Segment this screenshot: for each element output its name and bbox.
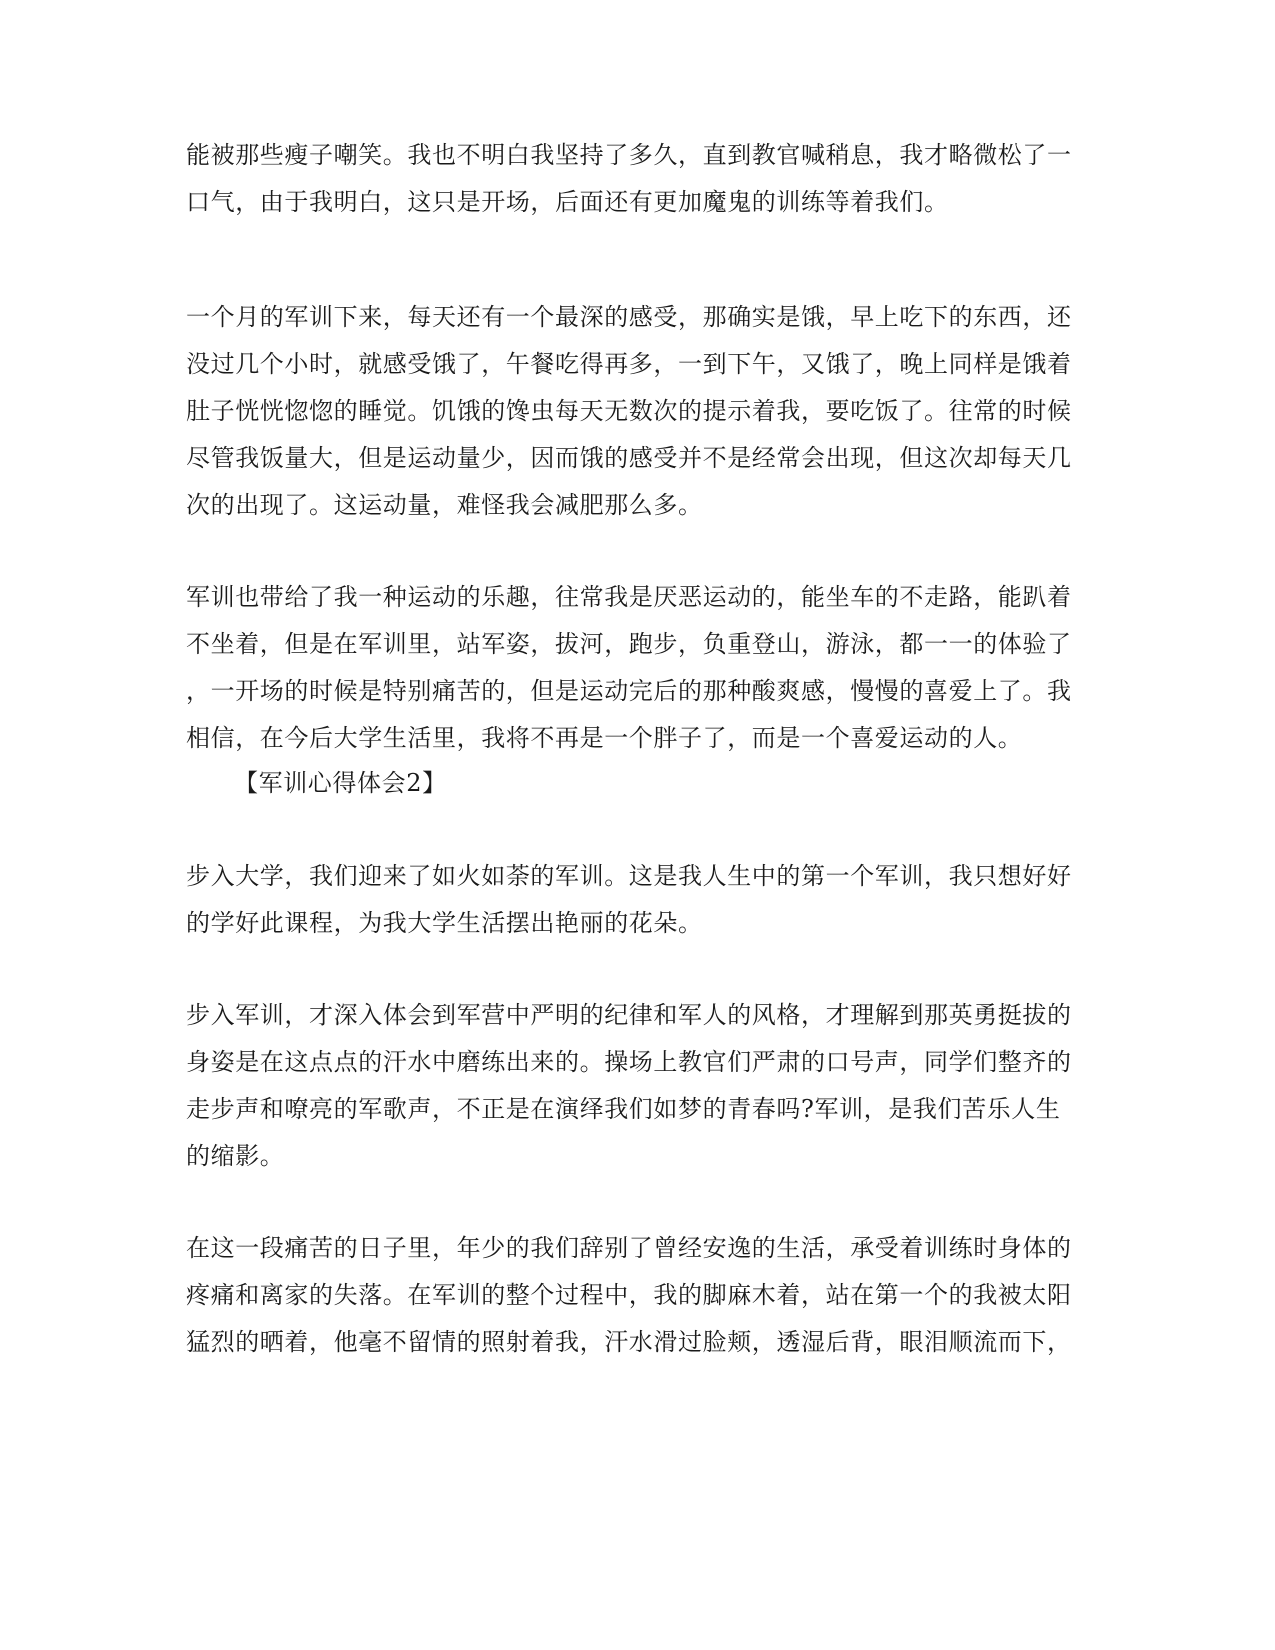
text-line: 的缩影。 [186,1142,285,1170]
text-line: 军训也带给了我一种运动的乐趣，往常我是厌恶运动的，能坐车的不走路，能趴着 [186,583,1072,611]
text-line: 一个月的军训下来，每天还有一个最深的感受，那确实是饿，早上吃下的东西，还 [186,303,1072,331]
text-line: 在这一段痛苦的日子里，年少的我们辞别了曾经安逸的生活，承受着训练时身体的 [186,1234,1072,1262]
text-line: ，一开场的时候是特别痛苦的，但是运动完后的那种酸爽感，慢慢的喜爱上了。我 [186,677,1072,705]
text-line: 次的出现了。这运动量，难怪我会减肥那么多。 [186,491,703,519]
text-line: 能被那些瘦子嘲笑。我也不明白我坚持了多久，直到教官喊稍息，我才略微松了一 [186,141,1072,169]
text-line: 不坐着，但是在军训里，站军姿，拔河，跑步，负重登山，游泳，都一一的体验了 [186,630,1072,658]
text-line: 口气，由于我明白，这只是开场，后面还有更加魔鬼的训练等着我们。 [186,188,949,216]
text-line: 尽管我饭量大，但是运动量少，因而饿的感受并不是经常会出现，但这次却每天几 [186,444,1072,472]
text-line: 身姿是在这点点的汗水中磨练出来的。操场上教官们严肃的口号声，同学们整齐的 [186,1048,1072,1076]
text-line: 猛烈的晒着，他毫不留情的照射着我，汗水滑过脸颊，透湿后背，眼泪顺流而下， [186,1328,1072,1356]
text-line: 的学好此课程，为我大学生活摆出艳丽的花朵。 [186,909,703,937]
text-line: 走步声和嘹亮的军歌声，不正是在演绎我们如梦的青春吗?军训，是我们苦乐人生 [186,1095,1061,1123]
text-line: 没过几个小时，就感受饿了，午餐吃得再多，一到下午，又饿了，晚上同样是饿着 [186,350,1072,378]
text-line: 相信，在今后大学生活里，我将不再是一个胖子了，而是一个喜爱运动的人。 [186,724,1023,752]
section-heading: 【军训心得体会2】 [234,769,447,797]
text-line: 肚子恍恍惚惚的睡觉。饥饿的馋虫每天无数次的提示着我，要吃饭了。往常的时候 [186,397,1072,425]
text-line: 疼痛和离家的失落。在军训的整个过程中，我的脚麻木着，站在第一个的我被太阳 [186,1281,1072,1309]
text-line: 步入大学，我们迎来了如火如荼的军训。这是我人生中的第一个军训，我只想好好 [186,862,1072,890]
text-line: 步入军训，才深入体会到军营中严明的纪律和军人的风格，才理解到那英勇挺拔的 [186,1001,1072,1029]
